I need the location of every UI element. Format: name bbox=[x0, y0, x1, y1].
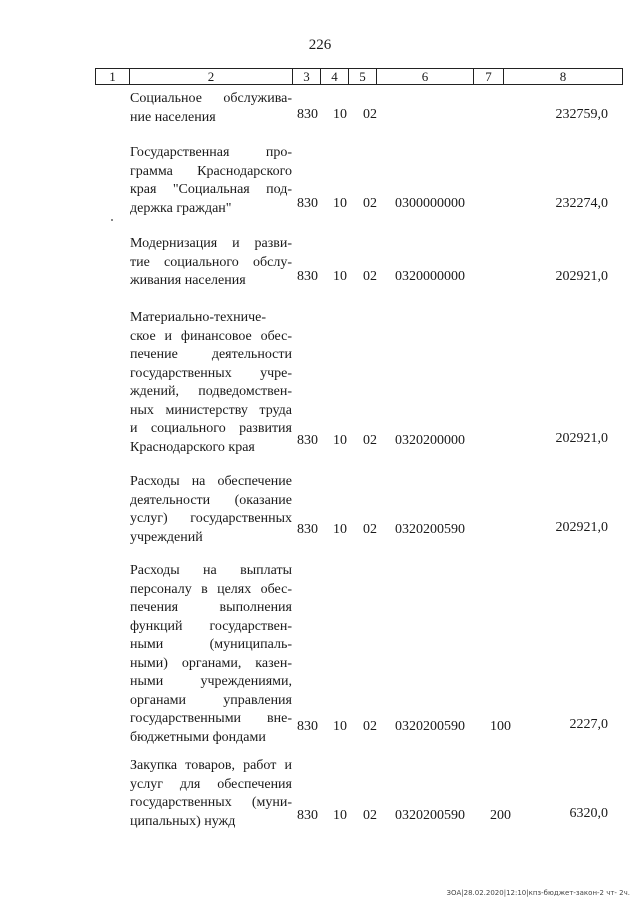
header-col-1: 1 bbox=[96, 69, 130, 84]
row-name bbox=[130, 757, 292, 831]
row-name-line: живания населения bbox=[130, 273, 246, 288]
row-name-line: ными (муниципаль- bbox=[130, 637, 292, 652]
row-ved: 830 bbox=[297, 196, 318, 211]
row-rz: 10 bbox=[333, 269, 347, 284]
row-csr: 0320200590 bbox=[395, 808, 465, 823]
row-name-line: ных министерству труда bbox=[130, 402, 292, 418]
row-name-line: печение деятельности bbox=[130, 347, 292, 362]
row-rz: 10 bbox=[333, 522, 347, 537]
row-pr: 02 bbox=[363, 808, 377, 823]
row-name-line: бюджетными фондами bbox=[130, 729, 266, 745]
header-col-2: 2 bbox=[130, 69, 293, 84]
row-name-line: грамма Краснодарского bbox=[130, 163, 292, 179]
row-sum: 202921,0 bbox=[555, 431, 608, 446]
row-csr: 0320200590 bbox=[395, 719, 465, 734]
row-name-line: учреждений bbox=[130, 529, 203, 545]
row-name-line: и социального развития bbox=[130, 421, 292, 436]
table-header-row bbox=[95, 68, 623, 85]
header-col-3: 3 bbox=[293, 69, 321, 84]
row-name-line: ципальных) нужд bbox=[130, 813, 236, 829]
row-name-line: держка граждан" bbox=[130, 200, 232, 216]
row-name bbox=[130, 235, 292, 291]
page-number: 226 bbox=[308, 37, 332, 53]
row-csr: 0320200000 bbox=[395, 433, 465, 448]
row-rz: 10 bbox=[333, 107, 347, 122]
row-name-line: Закупка товаров, работ и bbox=[130, 758, 292, 773]
row-name-line: государственными вне- bbox=[130, 711, 292, 726]
row-name-line: края "Социальная под- bbox=[130, 182, 292, 197]
header-col-6: 6 bbox=[377, 69, 474, 84]
row-name-line: услуг для обеспечения bbox=[130, 776, 292, 792]
row-rz: 10 bbox=[333, 196, 347, 211]
row-name-line: органами управления bbox=[130, 692, 292, 708]
row-name bbox=[130, 473, 292, 547]
header-col-5: 5 bbox=[349, 69, 377, 84]
row-pr: 02 bbox=[363, 196, 377, 211]
row-ved: 830 bbox=[297, 433, 318, 448]
row-name-line: тие социального обслу- bbox=[130, 254, 292, 270]
row-pr: 02 bbox=[363, 522, 377, 537]
row-name-line: Краснодарского края bbox=[130, 439, 255, 455]
row-name-line: ждений, подведомствен- bbox=[130, 384, 292, 399]
row-sum: 232759,0 bbox=[555, 107, 608, 122]
row-sum: 6320,0 bbox=[569, 806, 608, 821]
row-vr: 200 bbox=[490, 808, 511, 823]
row-name-line: услуг) государственных bbox=[130, 511, 292, 526]
row-rz: 10 bbox=[333, 808, 347, 823]
header-col-4: 4 bbox=[321, 69, 349, 84]
row-name-line: деятельности (оказание bbox=[130, 492, 292, 508]
row-sum: 202921,0 bbox=[555, 269, 608, 284]
row-name-line: ское и финансовое обес- bbox=[130, 328, 292, 344]
row-name-line: Государственная про- bbox=[130, 145, 292, 160]
row-name-line: функций государствен- bbox=[130, 618, 292, 634]
row-rz: 10 bbox=[333, 433, 347, 448]
row-name-line: ние населения bbox=[130, 109, 216, 125]
row-csr: 0320000000 bbox=[395, 269, 465, 284]
row-name-line: Материально-техниче- bbox=[130, 310, 267, 325]
row-name bbox=[130, 144, 292, 218]
row-name-line: Модернизация и разви- bbox=[130, 236, 292, 251]
row-pr: 02 bbox=[363, 719, 377, 734]
row-rz: 10 bbox=[333, 719, 347, 734]
row-ved: 830 bbox=[297, 107, 318, 122]
row-ved: 830 bbox=[297, 808, 318, 823]
row-name-line: Расходы на обеспечение bbox=[130, 474, 292, 489]
footer-file-note: ЗОА|28.02.2020|12:10|кпз-бюджет-закон-2 чт- 2ч. bbox=[446, 889, 630, 897]
row-name-line: Социальное обслужива- bbox=[130, 91, 292, 106]
row-ved: 830 bbox=[297, 269, 318, 284]
row-pr: 02 bbox=[363, 107, 377, 122]
row-name-line: ными учреждениями, bbox=[130, 674, 292, 689]
row-sum: 2227,0 bbox=[569, 717, 608, 732]
row-name-line: государственных учре- bbox=[130, 365, 292, 381]
row-name-line: печения выполнения bbox=[130, 600, 292, 615]
row-pr: 02 bbox=[363, 433, 377, 448]
row-csr: 0300000000 bbox=[395, 196, 465, 211]
row-name-line: персоналу в целях обес- bbox=[130, 581, 292, 597]
row-pr: 02 bbox=[363, 269, 377, 284]
row-name bbox=[130, 309, 292, 457]
row-ved: 830 bbox=[297, 522, 318, 537]
margin-mark bbox=[111, 219, 113, 221]
row-ved: 830 bbox=[297, 719, 318, 734]
row-csr: 0320200590 bbox=[395, 522, 465, 537]
row-name bbox=[130, 562, 292, 747]
row-sum: 202921,0 bbox=[555, 520, 608, 535]
row-sum: 232274,0 bbox=[555, 196, 608, 211]
row-name-line: государственных (муни- bbox=[130, 795, 292, 810]
row-vr: 100 bbox=[490, 719, 511, 734]
row-name-line: Расходы на выплаты bbox=[130, 563, 292, 578]
row-name bbox=[130, 90, 292, 127]
row-name-line: ными) органами, казен- bbox=[130, 655, 292, 671]
header-col-7: 7 bbox=[474, 69, 504, 84]
header-col-8: 8 bbox=[559, 68, 567, 84]
